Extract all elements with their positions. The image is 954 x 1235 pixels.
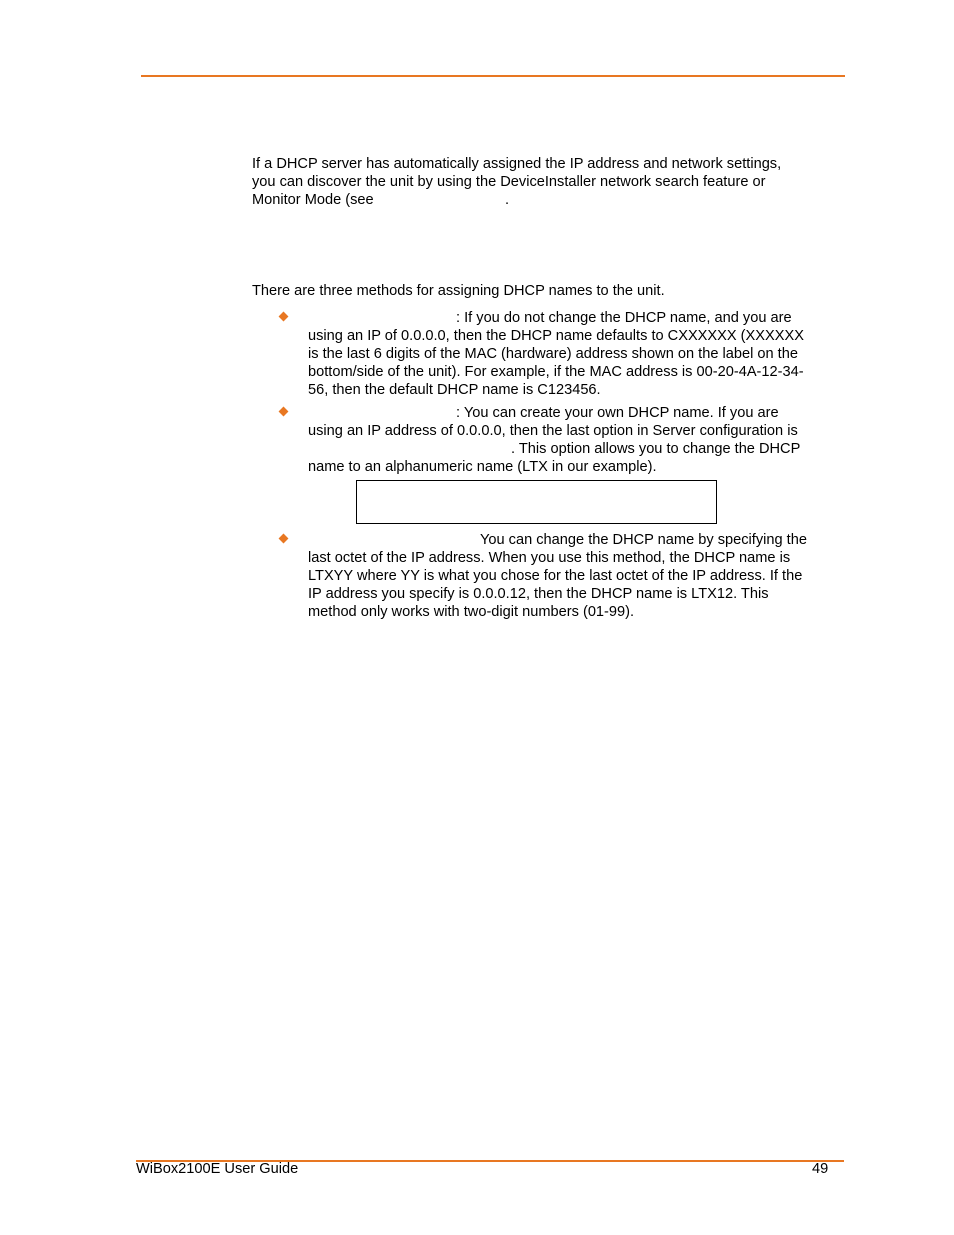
bullet-line: method only works with two-digit numbers (01-99). <box>308 604 635 620</box>
bullet-line: : You can create your own DHCP name. If you are <box>456 405 779 421</box>
bullet-line: using an IP of 0.0.0.0, then the DHCP name defaults to CXXXXXX (XXXXXX <box>308 328 804 344</box>
bullet-line: LTXYY where YY is what you chose for the last octet of the IP address. If the <box>308 568 803 584</box>
bullet-diamond-icon <box>279 407 289 417</box>
bullet-line: name to an alphanumeric name (LTX in our example). <box>308 459 657 475</box>
intro-line-2: you can discover the unit by using the DeviceInstaller network search feature or <box>252 174 766 190</box>
bullet-line: : If you do not change the DHCP name, and you are <box>456 310 792 326</box>
page-number: 49 <box>812 1161 829 1177</box>
bullet-line: You can change the DHCP name by specifying the <box>480 532 807 548</box>
example-box <box>356 480 717 524</box>
bullet-line: using an IP address of 0.0.0.0, then the last option in Server configuration is <box>308 423 798 439</box>
header-rule <box>141 75 845 77</box>
bullet-diamond-icon <box>279 312 289 322</box>
bullet-line: 56, then the default DHCP name is C123456. <box>308 382 601 398</box>
bullet-line: is the last 6 digits of the MAC (hardware) address shown on the label on the <box>308 346 798 362</box>
intro-line-3-end: . <box>505 192 510 208</box>
bullet-diamond-icon <box>279 534 289 544</box>
bullet-line: . This option allows you to change the DHCP <box>511 441 801 457</box>
bullet-line: IP address you specify is 0.0.0.12, then the DHCP name is LTX12. This <box>308 586 769 602</box>
intro-line-3: Monitor Mode (see <box>252 192 374 208</box>
methods-intro: There are three methods for assigning DHCP names to the unit. <box>252 283 665 299</box>
intro-line-1: If a DHCP server has automatically assigned the IP address and network settings, <box>252 156 782 172</box>
bullet-line: last octet of the IP address. When you use this method, the DHCP name is <box>308 550 791 566</box>
footer-title: WiBox2100E User Guide <box>136 1161 299 1177</box>
bullet-line: bottom/side of the unit). For example, if the MAC address is 00-20-4A-12-34- <box>308 364 804 380</box>
